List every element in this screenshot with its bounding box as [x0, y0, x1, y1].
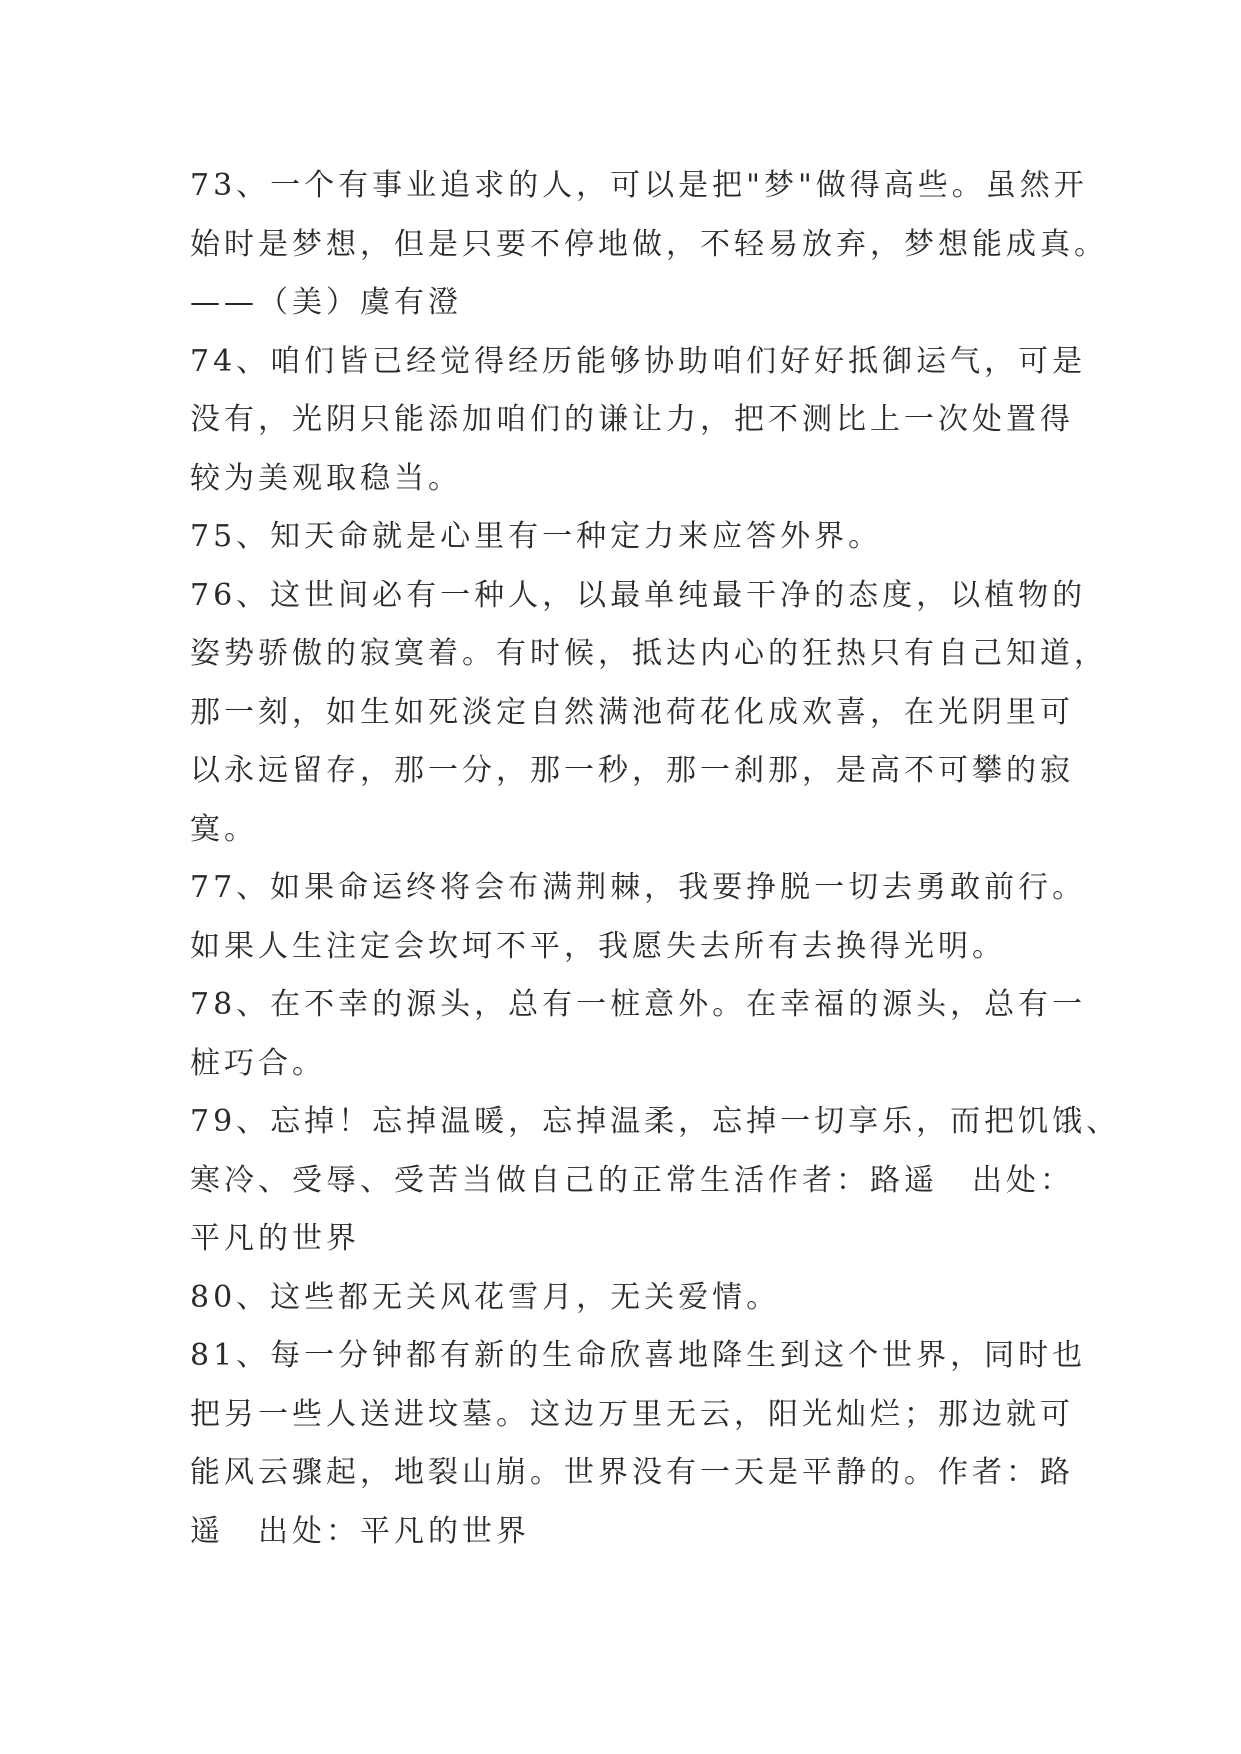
text-line: 能风云骤起，地裂山崩。世界没有一天是平静的。作者：路: [190, 1455, 1074, 1490]
text-line: 寒冷、受辱、受苦当做自己的正常生活作者：路遥 出处：: [190, 1162, 1074, 1198]
quote-entry-81: [190, 1327, 1087, 1561]
text-line: 平凡的世界: [190, 1221, 360, 1256]
text-line: 80、这些都无关风花雪月，无关爱情。: [190, 1279, 781, 1315]
text-line: 79、忘掉！忘掉温暖，忘掉温柔，忘掉一切享乐，而把饥饿、: [190, 1104, 1121, 1139]
text-line: 81、每一分钟都有新的生命欣喜地降生到这个世界，同时也: [190, 1338, 1087, 1373]
quote-entry-75: [190, 508, 1060, 567]
text-line: 75、知天命就是心里有一种定力来应答外界。: [190, 519, 883, 554]
document-page: [190, 157, 1121, 1561]
text-line: 姿势骄傲的寂寞着。有时候，抵达内心的狂热只有自己知道，: [190, 636, 1108, 671]
text-line: 始时是梦想，但是只要不停地做，不轻易放弃，梦想能成真。: [190, 226, 1108, 262]
text-line: 寞。: [190, 811, 258, 847]
text-line: 73、一个有事业追求的人，可以是把"梦"做得高些。虽然开: [190, 168, 1088, 203]
text-line: 遥 出处：平凡的世界: [190, 1513, 530, 1549]
quote-entry-80: [190, 1269, 1060, 1328]
text-line: 桩巧合。: [190, 1045, 326, 1081]
text-line: ——（美）虞有澄: [190, 285, 462, 320]
text-line: 如果人生注定会坎坷不平，我愿失去所有去换得光明。: [190, 928, 1006, 964]
quote-entry-79: [190, 1093, 1121, 1269]
text-line: 较为美观取稳当。: [190, 460, 462, 496]
text-line: 76、这世间必有一种人，以最单纯最干净的态度，以植物的: [190, 577, 1087, 613]
text-line: 没有，光阴只能添加咱们的谦让力，把不测比上一次处置得: [190, 402, 1074, 437]
quote-entry-77: [190, 859, 1087, 976]
text-line: 把另一些人送进坟墓。这边万里无云，阳光灿烂；那边就可: [190, 1396, 1074, 1432]
text-line: 那一刻，如生如死淡定自然满池荷花化成欢喜，在光阴里可: [190, 694, 1074, 730]
text-line: 77、如果命运终将会布满荆棘，我要挣脱一切去勇敢前行。: [190, 870, 1087, 905]
quote-entry-74: [190, 333, 1087, 509]
text-line: 78、在不幸的源头，总有一桩意外。在幸福的源头，总有一: [190, 987, 1087, 1022]
text-line: 以永远留存，那一分，那一秒，那一刹那，是高不可攀的寂: [190, 753, 1074, 788]
quote-entry-76: [190, 567, 1108, 860]
quote-entry-73: [190, 157, 1108, 333]
quote-entry-78: [190, 976, 1087, 1093]
text-line: 74、咱们皆已经觉得经历能够协助咱们好好抵御运气，可是: [190, 343, 1087, 379]
